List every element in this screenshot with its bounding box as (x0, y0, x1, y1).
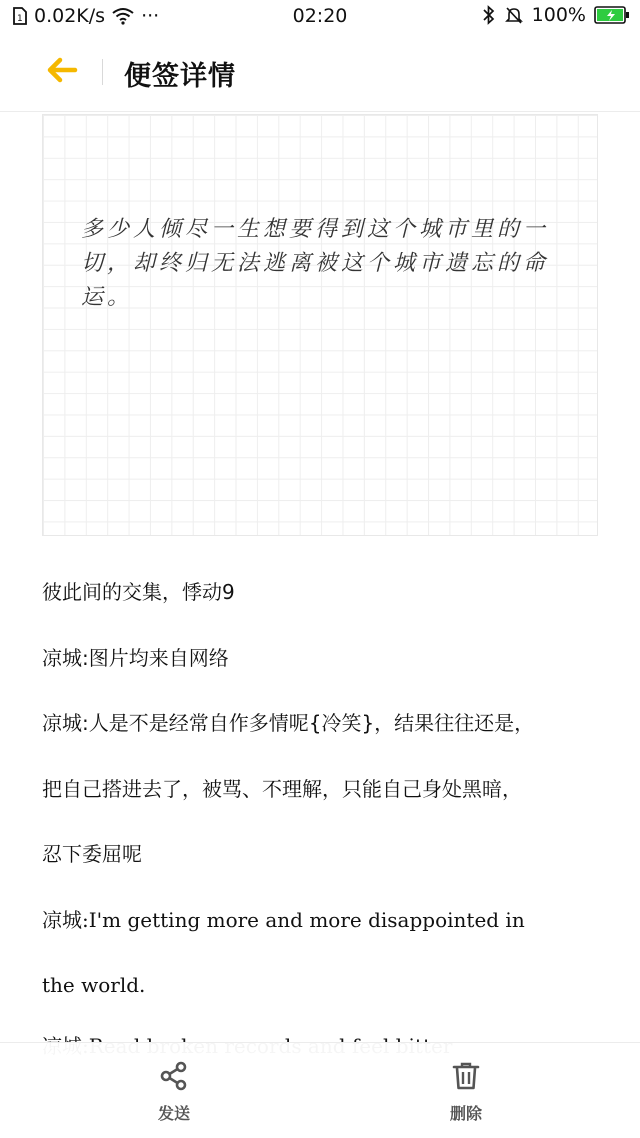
bottom-action-bar (0, 1042, 640, 1138)
more-indicator: ··· (141, 5, 160, 27)
trash-icon (451, 1061, 481, 1095)
content-line-1: 彼此间的交集，悸动9 (42, 580, 235, 604)
handwritten-note-text: 多少人倾尽一生想要得到这个城市里的一切，却终归无法逃离被这个城市遗忘的命运。 (81, 217, 550, 310)
send-label: 发送 (157, 1104, 190, 1123)
mute-bell-icon (504, 5, 524, 25)
sim-card-icon (12, 6, 28, 26)
delete-label: 删除 (449, 1104, 482, 1123)
status-bar (0, 0, 640, 34)
page-title: 便签详情 (124, 61, 236, 92)
content-line-7: the world. (42, 973, 146, 997)
content-line-4: 把自己搭进去了，被骂、不理解，只能自己身处黑暗， (42, 776, 522, 801)
content-line-3: 凉城:人是不是经常自作多情呢{冷笑}，结果往往还是， (42, 711, 535, 735)
content-line-5: 忍下委屈呢 (42, 842, 142, 866)
note-content (42, 560, 602, 1019)
battery-icon (594, 5, 630, 25)
svg-text:1: 1 (17, 14, 23, 24)
back-button[interactable] (42, 52, 82, 92)
send-button[interactable] (129, 1061, 219, 1124)
share-icon (159, 1061, 189, 1095)
header (0, 34, 640, 112)
status-time: 02:20 (292, 5, 348, 27)
delete-button[interactable] (421, 1061, 511, 1124)
content-line-6: 凉城:I'm getting more and more disappointed in (42, 907, 525, 932)
status-left (12, 5, 159, 27)
battery-percent: 100% (531, 4, 586, 26)
content-line-2: 凉城:图片均来自网络 (42, 645, 229, 670)
wifi-icon (111, 7, 135, 25)
note-image-card[interactable] (42, 114, 598, 536)
network-speed: 0.02K/s (34, 5, 106, 27)
status-right (482, 4, 630, 26)
arrow-left-icon (46, 56, 78, 88)
header-divider (102, 59, 103, 85)
bluetooth-icon (482, 5, 496, 25)
